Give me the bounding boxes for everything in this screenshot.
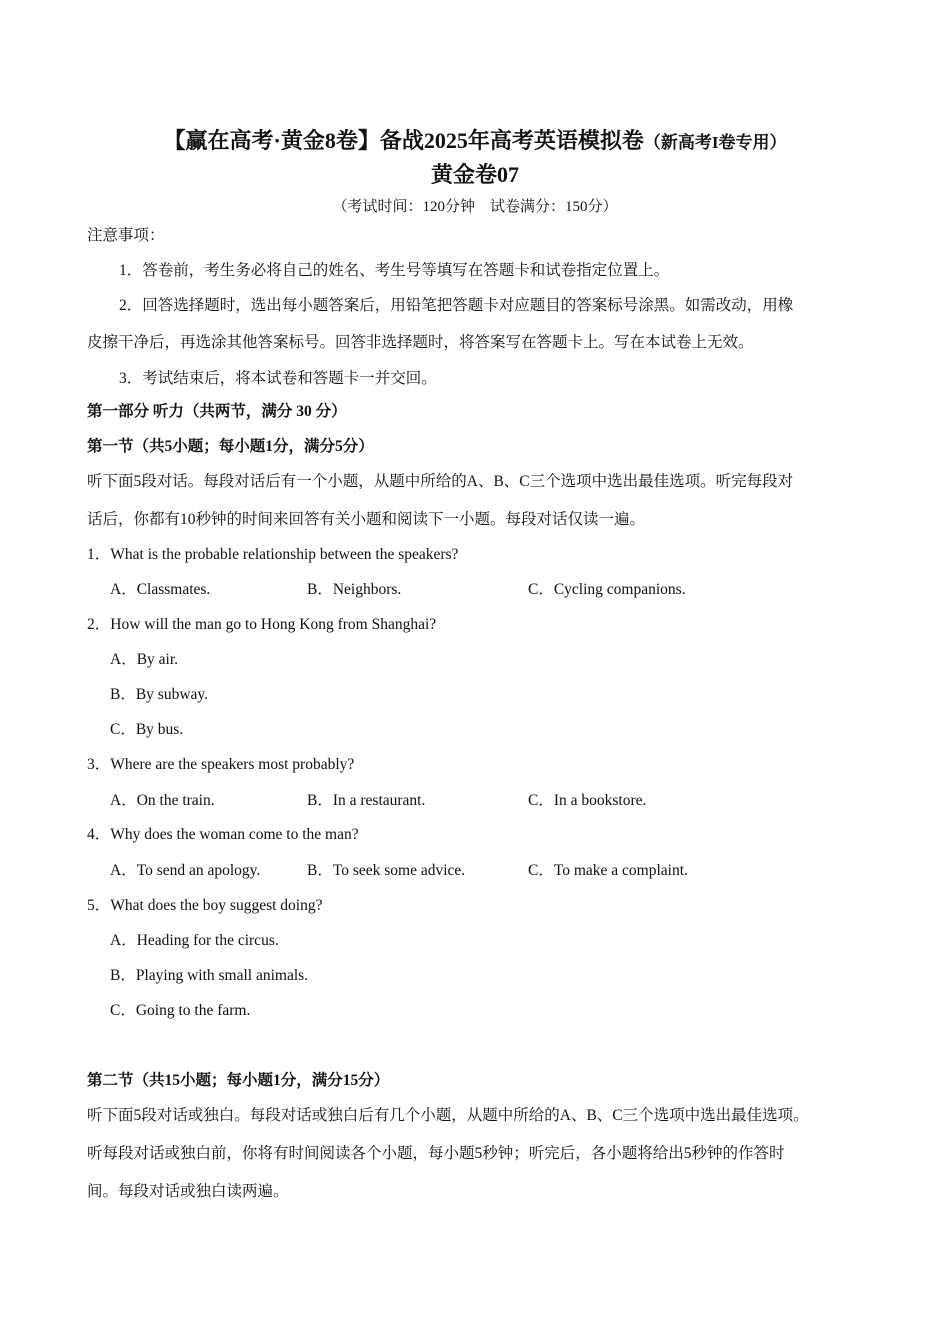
part1-heading: 第一部分 听力（共两节，满分 30 分） <box>87 403 347 420</box>
question-1-stem: 1．What is the probable relationship between the speakers? <box>87 546 459 563</box>
question-1-option-a: A．Classmates. <box>110 581 211 598</box>
question-5-option-c: C．Going to the farm. <box>110 1002 251 1019</box>
question-2-option-a: A．By air. <box>110 651 179 668</box>
question-5-option-a: A．Heading for the circus. <box>110 932 279 949</box>
question-3-option-c: C．In a bookstore. <box>528 792 647 809</box>
question-3-option-a: A．On the train. <box>110 792 215 809</box>
title-main: 【赢在高考·黄金8卷】备战2025年高考英语模拟卷 <box>163 128 644 153</box>
section1-heading: 第一节（共5小题；每小题1分，满分5分） <box>87 438 374 455</box>
question-2-option-b: B．By subway. <box>110 686 209 703</box>
question-4-option-b: B．To seek some advice. <box>307 862 466 879</box>
question-2-stem: 2．How will the man go to Hong Kong from Shanghai? <box>87 616 437 633</box>
question-3-stem: 3．Where are the speakers most probably? <box>87 756 355 773</box>
notice-item-2-line-2: 皮擦干净后，再选涂其他答案标号。回答非选择题时，将答案写在答题卡上。写在本试卷上无效。 <box>87 334 754 351</box>
section2-instructions-line-3: 间。每段对话或独白读两遍。 <box>87 1183 289 1200</box>
question-1-option-c: C．Cycling companions. <box>528 581 686 598</box>
exam-title <box>0 124 950 155</box>
notice-heading: 注意事项： <box>87 227 165 244</box>
question-1-option-b: B．Neighbors. <box>307 581 402 598</box>
question-2-option-c: C．By bus. <box>110 721 184 738</box>
section1-instructions-line-1: 听下面5段对话。每段对话后有一个小题，从题中所给的A、B、C三个选项中选出最佳选项。听完每段对 <box>87 473 794 490</box>
section1-instructions-line-2: 话后，你都有10秒钟的时间来回答有关小题和阅读下一小题。每段对话仅读一遍。 <box>87 511 646 528</box>
title-note: （新高考I卷专用） <box>643 133 787 152</box>
question-5-option-b: B．Playing with small animals. <box>110 967 309 984</box>
question-4-option-c: C．To make a complaint. <box>528 862 688 879</box>
notice-item-3: 3．考试结束后，将本试卷和答题卡一并交回。 <box>119 370 437 387</box>
exam-meta: （考试时间：120分钟 试卷满分：150分） <box>332 199 618 215</box>
section2-instructions-line-2: 听每段对话或独白前，你将有时间阅读各个小题，每小题5秒钟；听完后，各小题将给出5秒钟的作答时 <box>87 1145 785 1162</box>
notice-item-2-line-1: 2．回答选择题时，选出每小题答案后，用铅笔把答题卡对应题目的答案标号涂黑。如需改动，用橡 <box>119 297 794 314</box>
question-4-stem: 4．Why does the woman come to the man? <box>87 826 359 843</box>
exam-subtitle: 黄金卷07 <box>430 162 519 187</box>
question-4-option-a: A．To send an apology. <box>110 862 261 879</box>
section2-instructions-line-1: 听下面5段对话或独白。每段对话或独白后有几个小题，从题中所给的A、B、C三个选项中选出最佳选项。 <box>87 1107 809 1124</box>
question-5-stem: 5．What does the boy suggest doing? <box>87 897 323 914</box>
question-3-option-b: B．In a restaurant. <box>307 792 426 809</box>
notice-item-1: 1．答卷前，考生务必将自己的姓名、考生号等填写在答题卡和试卷指定位置上。 <box>119 262 670 279</box>
section2-heading: 第二节（共15小题；每小题1分，满分15分） <box>87 1072 390 1089</box>
